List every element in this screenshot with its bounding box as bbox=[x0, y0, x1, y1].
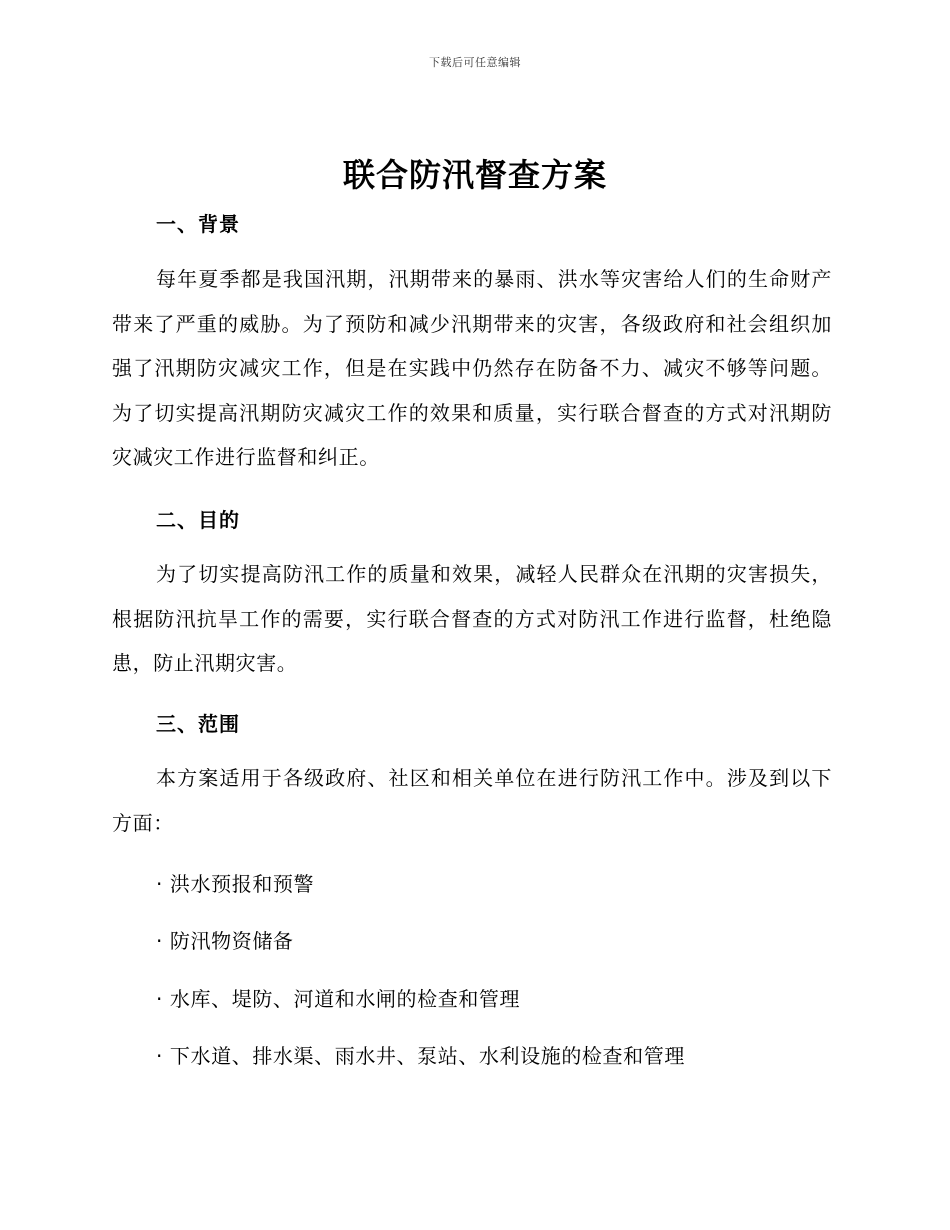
header-note: 下载后可任意编辑 bbox=[429, 56, 521, 69]
section-heading-purpose: 二、目的 bbox=[156, 508, 240, 532]
list-item: · 下水道、排水渠、雨水井、泵站、水利设施的检查和管理 bbox=[156, 1044, 685, 1068]
document-title: 联合防汛督查方案 bbox=[342, 156, 607, 194]
section-heading-scope: 三、范围 bbox=[156, 712, 240, 736]
section-paragraph-purpose: 为了切实提高防汛工作的质量和效果，减轻人民群众在汛期的灾害损失，根据防汛抗旱工作的需要，实行联合督查的方式对防汛工作进行监督，杜绝隐患，防止汛期灾害。 bbox=[112, 562, 832, 675]
list-item: · 水库、堤防、河道和水闸的检查和管理 bbox=[156, 987, 521, 1011]
section-paragraph-scope: 本方案适用于各级政府、社区和相关单位在进行防汛工作中。涉及到以下方面： bbox=[112, 766, 832, 835]
list-item: · 防汛物资储备 bbox=[156, 929, 294, 953]
section-heading-background: 一、背景 bbox=[156, 212, 240, 236]
list-item: · 洪水预报和预警 bbox=[156, 872, 315, 896]
section-paragraph-background: 每年夏季都是我国汛期，汛期带来的暴雨、洪水等灾害给人们的生命财产带来了严重的威胁。为了预防和减少汛期带来的灾害，各级政府和社会组织加强了汛期防灾减灾工作，但是在实践中仍然存在防备不力、减灾不够等问题。为了切实提高汛期防灾减灾工作的效果和质量，实行联合督查的方式对汛期防灾减灾工作进行监督和纠正。 bbox=[112, 267, 832, 469]
